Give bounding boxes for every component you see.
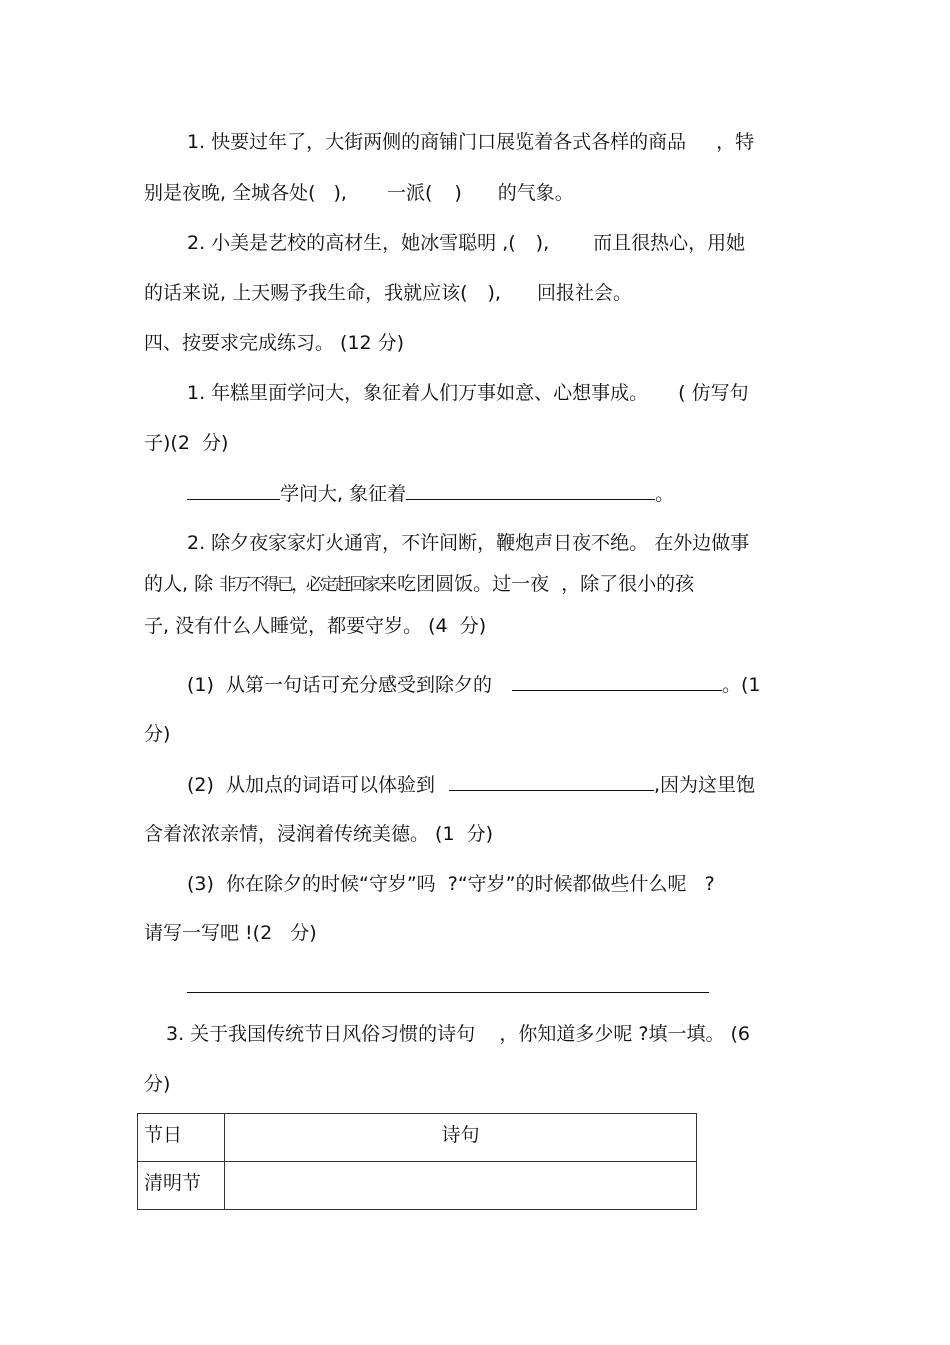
q1-line1 (187, 130, 754, 154)
sub1-a: (1) 从第一句话可充分感受到除夕的 (187, 674, 492, 696)
q1-l2-b: ), (333, 182, 347, 204)
s4-q1-fill-line (187, 481, 674, 506)
q2-l2-a: 的话来说, 上天赐予我生命，我就应该( (144, 282, 468, 304)
q1-l2-a: 别是夜晚, 全城各处( (144, 182, 316, 204)
q2-l2-c: 回报社会。 (536, 282, 632, 304)
q1-text-b: ，特 (716, 131, 755, 153)
q2-l1-b: ), (535, 232, 550, 254)
q2-l1-c: 而且很热心，用她 (593, 232, 746, 254)
header-festival: 节日 (138, 1114, 225, 1162)
sub1-line (187, 672, 761, 697)
q1-l2-c: 一派( (386, 182, 433, 204)
row-poem-cell[interactable] (225, 1162, 697, 1210)
sub1-line2: 分) (144, 723, 171, 745)
sub2-a: (2) 从加点的词语可以体验到 (187, 774, 435, 796)
fill-blank-1[interactable] (187, 481, 280, 500)
sub3-line: (3) 你在除夕的时候“守岁”吗 ?“守岁”的时候都做些什么呢 ? (187, 873, 715, 895)
header-poem: 诗句 (225, 1114, 697, 1162)
s4-q3-line2: 分) (144, 1073, 171, 1095)
q2-line1 (187, 231, 745, 255)
s4-q2-line2 (144, 572, 694, 597)
q1-text-a: 1. 快要过年了，大街两侧的商铺门口展览着各式各样的商品 (187, 131, 687, 153)
festival-poem-table (137, 1113, 697, 1210)
table-header-row (138, 1114, 697, 1162)
sub1-b: 。(1 (722, 674, 761, 696)
q1-line2 (144, 181, 574, 205)
dotted-words: 非万不得已，必定赶回家 (219, 575, 379, 595)
q1-l2-d: ) (454, 182, 462, 204)
s4-q1-line1 (187, 381, 749, 405)
s4-q1-line2: 子)(2 分) (144, 432, 229, 454)
s4-q1-fill-b: 。 (655, 483, 675, 505)
sub2-b: ,因为这里饱 (654, 774, 756, 796)
sub2-line (187, 772, 755, 797)
s4-q3-line1: 3. 关于我国传统节日风俗习惯的诗句 ，你知道多少呢 ?填一填。 (6 (166, 1023, 750, 1045)
q2-l1-a: 2. 小美是艺校的高材生，她冰雪聪明 ,( (187, 232, 516, 254)
q1-l2-e: 的气象。 (497, 182, 574, 204)
s4-q1-l1-a: 1. 年糕里面学问大，象征着人们万事如意、心想事成。 (187, 382, 649, 404)
s4-q2-l2-a: 的人, 除 (144, 573, 214, 595)
sub3-line2: 请写一写吧 !(2 分) (144, 922, 317, 944)
s4-q2-l2-b: 来吃团圆饭。过一夜 ，除了很小的孩 (378, 573, 695, 595)
q2-line2 (144, 281, 632, 305)
s4-q1-fill-a: 学问大, 象征着 (280, 483, 407, 505)
row-festival: 清明节 (138, 1162, 225, 1210)
fill-blank-2[interactable] (406, 481, 655, 500)
s4-q2-line1: 2. 除夕夜家家灯火通宵，不许间断，鞭炮声日夜不绝。 在外边做事 (187, 532, 750, 554)
s4-q2-line3: 子, 没有什么人睡觉，都要守岁。 (4 分) (144, 615, 487, 637)
fill-blank-3[interactable] (512, 672, 722, 691)
sub2-line2: 含着浓浓亲情，浸润着传统美德。 (1 分) (144, 823, 494, 845)
answer-line[interactable] (187, 992, 709, 993)
table-row (138, 1162, 697, 1210)
fill-blank-4[interactable] (449, 772, 654, 791)
section4-heading: 四、按要求完成练习。 (12 分) (144, 332, 405, 354)
q2-l2-b: ), (487, 282, 501, 304)
s4-q1-l1-b: ( 仿写句 (678, 382, 749, 404)
